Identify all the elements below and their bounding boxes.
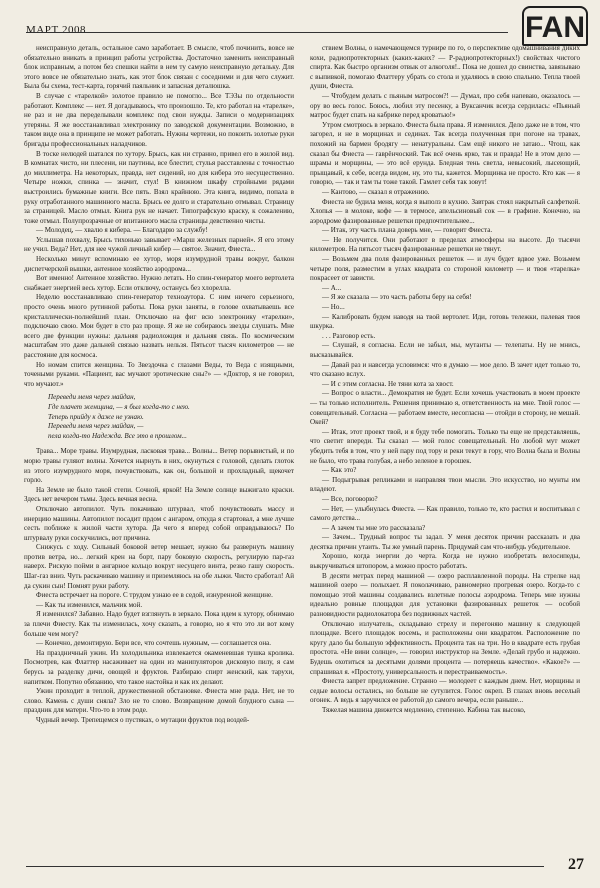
paragraph: — Я же сказала — это часть работы беру на себя! xyxy=(322,293,472,302)
paragraph: — Итак, этот проект твой, и я буду тебе помогать. Только ты еще не представляешь, что светит впереди. Ты сказал — мой голос совещательный. Но любой мут может убедить тебя в том, что у ней пару под тору и реки текут в гору, что Волна была и Волны не было, что трава голубая, а небо зеленое в горошек. xyxy=(310,427,580,465)
paragraph: Снижусь с ходу. Сильный боковой ветер мешает, нужно бы развернуть машину против ветра, но... легкий крен на борт, пару боковую скорость, регулирую пар-газ наверх. Рискую пойми в ангарное кольцо вокруг несущего винта, резко гашу скорость. Шаг-газ вниз. Чуть раскачиваю машину и приземляюсь на обе лыжи. Чисто сработал! Ай да сукин сын! Помнят руки работу. xyxy=(24,543,294,590)
text-column-left xyxy=(24,44,294,834)
paragraph: Несколько минут вспоминаю ее хутор, моря изумрудной травы вокруг, балкон диспетчерской вышки, антенное хозяйство аэродрома... xyxy=(24,255,294,273)
paragraph: Услышав похвалу, Брысь тихонько завывает «Марш железных парней». Я его этому не учил. Веда? Нет, для нее чужой личный кибер — святое. Значит, Фиеста... xyxy=(24,235,294,254)
poem-line: Где плачет женщина, — я был когда-то с нею. xyxy=(48,402,190,411)
paragraph: Чудный вечер. Трепещемся о пустяках, о мутации фруктов под воздей- xyxy=(36,715,250,724)
paragraph: — Но... xyxy=(322,303,345,312)
paragraph: — Все, поговорю? xyxy=(322,494,378,503)
paragraph: — Нет, — улыбнулась Фиеста. — Как правило, только те, кто растил и воспитывал с самого детства... xyxy=(310,504,580,523)
paragraph: На Земле не было такой степи. Сочной, яркой! На Земле солнце выжигало краски. Здесь нет вечером тьмы. Здесь вечная весна. xyxy=(24,485,294,504)
paragraph: Отключаю излучатель, складываю стрелу и перегоняю машину к следующей площадке. Всего площадок восемь, и расположены они квадратом. Расположение по кругу дало бы большую эффективность. Процента так на три. Но в квадрате есть грубая простота. «Не вини солнце», — говорил инструктор на Земле. «Делай грубо и надежно. Будешь охотиться за десятыми долями процента — потеряешь качество». «Какое?» — спрашивал я. «Простоту, универсальность и перестраиваемость». xyxy=(310,619,580,676)
page-number: 27 xyxy=(568,856,584,873)
paragraph: . . . Разговор есть. xyxy=(322,331,376,340)
paragraph: — Зачем... Трудный вопрос ты задал. У меня десяток причин рассказать и два десятка причин утаить. Ты же умный парень. Придумай сам что-нибудь убедительное. xyxy=(310,533,580,551)
paragraph: Фиеста не будила меня, когда я выполз в кухню. Завтрак стоял накрытый салфеткой. Хлопья — в молоке, кофе — в термосе, апельсиновый сок — в графине. Конечно, на аэродроме фазированные решетки предпочтительнее... xyxy=(310,197,580,225)
paragraph: Фиеста встречает на пороге. С трудом узнаю ее в седой, изнуренной женщине. xyxy=(36,591,273,600)
poem-quote xyxy=(48,393,294,441)
paragraph: — Возьмем два поля фазированных решеток — и луч будет вдвое уже. Возьмем четыре поля, разместим в углах квадрата со стороной километр — и твоя «тарелка» покрасеет от зависти. xyxy=(310,255,580,283)
page-footer xyxy=(26,858,584,878)
poem-line: Переведи меня через майдан, — xyxy=(48,422,144,431)
issue-date: МАРТ 2008 xyxy=(26,24,86,36)
poem-line: Теперь прийду к даже не узнаю. xyxy=(48,412,144,421)
paragraph: — Давай раз и навсегда условимся: что я думаю — мое дело. В зачет идет только то, что сказано вслух. xyxy=(310,360,580,379)
paragraph: неисправную деталь, остальное само заработает. В смысле, чтоб починить, вовсе не обязательно вникать в принцип работы устройства. Достаточно заменить неисправный блок исправным, а потом без спешки найти в нем ту самую неисправную детальку. Для этого вовсе не обязательно знать, как этот блок связан с соседними и для чего служит. Была бы схема, тест-карта, горячий паяльник и запасная деталюшка. xyxy=(24,44,294,91)
paragraph: Трава... Море травы. Изумрудная, ласковая трава... Волны... Ветер порывистый, и по морю травы гуляют волны. Хочется нырнуть в них, окунуться с головой, сделать глоток из этого изумрудного моря, почувствовать, как он, большой и прохладный, щекочет горло. xyxy=(24,447,294,485)
paragraph: Тяжелая машина движется медленно, степенно. Кабина так высоко, xyxy=(322,705,526,714)
paragraph: — А зачем ты мне это рассказала? xyxy=(322,523,426,532)
paragraph: ствием Волны, о намечающемся турнире по го, о перспективе одомашнивания диких кохи, радиопротекторных (каких-каких? — Р-радиопротекторных!) свойствах чистого спирта. Как быстро организм отвык от алкоголя!.. Пока не дошел до свинства, завязываю с выпивкой, помогаю Флаттеру убрать со стола и удаляюсь в свою спальню. Тепла твоей души, Фиеста. xyxy=(310,44,580,91)
paragraph: Но номам спится женщина. То Звездочка с глазами Веды, то Веда с изящными, точеными руками. «Пациент, вас мучают эротические сны?» — «Доктор, я не говорил, что мучают.» xyxy=(24,360,294,388)
paragraph: — Кантово, — сказал я отражению. xyxy=(322,187,430,196)
paragraph: В десяти метрах перед машиной — озеро расплавленной породы. На стрелке над машиной озеро — полыхает. Я поколачиваю, равномерно прогревая озеро. Когда-то с помощью этой машины создавались взлетные полосы аэродрома. Теперь мне нужны идеально ровные площадки для установки фазированных решеток — особой разновидности радиолокатора без подвижных частей. xyxy=(310,571,580,619)
paragraph: — Конечно, демонтирую. Бери все, что сочтешь нужным, — соглашается она. xyxy=(36,639,272,648)
paragraph: — Слушай, я согласна. Если не забыл, мы, мутанты — телепаты. Ну не мнись, высказывайся. xyxy=(310,341,580,359)
poem-line: Переведи меня через майдан, xyxy=(48,393,136,402)
paragraph: На праздничный ужин. Из холодильника извлекается окаменевшая тушка кролика. Посмотрев, как Флаттер насаживает на один из манипуляторов дисковую пилу, я сам берусь за разделку дичи, овощей и фруктов. Разбираю спирт женский, как тарухи, напитком. Попутно обязанию, что такое настойка и как их делают. xyxy=(24,648,294,686)
paragraph: В тоске нелюдей шатался по хутору. Брысь, как ни странно, привел его в жилой вид. В комнатах чисто, ни плесени, ни паутины, все блестит, стулья расставлены с точностью до миллиметра. На некоторых, правда, нет сидений, но для кибера это несущественно. Четыре ножки, спинка — значит, стул! В книжном шкафу стройными рядами выстроились бумажные книги. Все пять. Взял крайнюю. Эта книга, видимо, попала в руку отработанного машинного масла. Брысь ее долго и старательно отмывал. Страницу за страницей. Масло отмыл. Книга рук не начает. Типографскую краску, к сожалению, тоже отмыл. Полупрозрачные от впитанного масла страницы девственно чисты. xyxy=(24,149,294,225)
paragraph: — Молодец, — хвалю я кибера. — Благодарю за службу! xyxy=(36,226,208,235)
paragraph: — Итак, эту часть плана доверь мне, — говорит Фиеста. xyxy=(322,226,493,235)
paragraph: — Калибровать будем наводя на твой вертолет. Иди, готовь тележки, палевая твоя шкурка. xyxy=(310,312,580,331)
magazine-logo: FAN xyxy=(522,6,588,46)
article-body xyxy=(24,44,580,834)
paragraph: — Не получится. Они работают в пределах атмосферы на высоте. До тысячи километров. На пятьсот тысяч фазированные решетки не тянут. xyxy=(310,235,580,254)
header-rule xyxy=(26,32,508,33)
paragraph: Отключаю автопилот. Чуть покачиваю штурвал, чтоб почувствовать массу и инерцию машины. Автопилот посадит прдом с ангаром, откуда я стартовал, а мне лучше сесть поближе к жилой части хутора. Да чего я вперед собой оправдываюсь? По штурвалу руки соскучились, вот причина. xyxy=(24,504,294,542)
footer-rule xyxy=(26,866,544,867)
paragraph: — Как ты изменился, мальчик мой. xyxy=(36,600,143,609)
poem-line: пела когда-то Надежда. Все это в прошлом... xyxy=(48,431,187,440)
paragraph: Я изменился? Забавно. Надо будет взглянуть в зеркало. Пока идем к хутору, обнимаю за плечи Фиесту. Как ты изменилась, хочу сказать, а говорю, но я что это ли вот кому больше чем могу? xyxy=(24,610,294,638)
paragraph: — А... xyxy=(322,283,342,292)
paragraph: — Вопрос о власти... Демократия не будет. Если хочешь участвовать в моем проекте — ты только исполнитель. Решения принимаю я, ответственность на мне. Твой голос — совещательный. Согласна — работаем вместе, несогласна — отойди в сторону, не мешай. Окей? xyxy=(310,389,580,427)
paragraph: — Чтобудем делать с пьяным матросом?! — Думал, про себя напеваю, оказалось — ору во весь голос. Боюсь, любил эту песенку, а Вуксанчик всегда сердилась: «Пьяный матрос будет спать на кабрике перед кроватью!» xyxy=(310,91,580,120)
paragraph: В случае с «тарелкой» золотое правило не помогло... Все ТЭЗы по отдельности работают. Комплекс — нет. Я догадываюсь, что произошло. Те, кто работал на «тарелке», не раз и не два переделывали комплекс под свои нужды. Записи о модернизациях утеряны. Я же восстанавливал электронику по заводской документации. Возможно, в таком виде она в принципе не может работать. Нужны чертежи, но покоить золотые руки бригады профессиональных наладчиков. xyxy=(24,91,294,148)
paragraph: Вот именно! Антенное хозяйство. Нужно летать. Но спин-генератор моего вертолета снабжает энергией весь хутор. Если отключу, останусь без хлорелла. xyxy=(24,274,294,292)
paragraph: Утром смотрюсь в зеркало. Фиеста была права. Я изменился. Дело даже не в том, что загорел, и не в морщинах и сединах. Так всегда полученная при погоне на травах, похожий на бармен бродягу — ненатуральны. Сам ещё никого не затаю... Чтош, как сказал бы Фиеста — гаврёнчоский. Так всё очень ярко, так и правда! Не в этом дело — шрамы и морщины, — это всё ерунда. Бледная тень светла, невысокий, лысеющий, прыщавый, к себе, всегда видом, ну, это ты, кажется. Морщинка не просто. Кто как — я говорю, — так и там ты тоже такой. Гамлет себя так зовут! xyxy=(310,120,580,187)
paragraph: Фиеста запрет предложение. Странно — молодеет с каждым днем. Нет, морщины и седые волосы остались, но больше не сутулится. Голос окреп. В глазах вновь веселый огонек. А ведь я заручился ее работой до самого вечера, если раньше... xyxy=(310,677,580,705)
paragraph: Неделю восстанавливаю спин-генератор техноаутора. С ним ничего серьезного, просто очень много рутинной работы. Пока руки заняты, в голове охватываешь все кристаллически-полнейший план. Отключаю на фиг всю электронику «тарелки», подключаю свою. Мои будет в сто раз проще. Я же не собираюсь звезды слушать. Мне всего две функции нужны: дальняя радиоложция и дальняя связь. По космическим масштабам это даже дальней связью назвать нельзя. Пятьсот тысяч километров — не расстояние для космоса. xyxy=(24,293,294,359)
paragraph: — Как это? xyxy=(322,466,357,475)
paragraph: — И с этим согласна. Не тяни кота за хвост. xyxy=(322,379,454,388)
paragraph: — Подыгрывая репликами и направляя твои мысли. Это искусство, но мунты им владеют. xyxy=(310,475,580,494)
paragraph: Хорошо, когда энергии до черта. Когда не нужно изобретать велосипеды, выкручиваться штопором, а можно просто работать. xyxy=(310,552,580,571)
paragraph: Ужин проходит в теплой, дружественной обстановке. Фиеста мне рада. Нет, не то слово. Камень с души сняла? Зло не то слово. Возвращение домой блудного сына — праздник для матери. Что-то в этом роде. xyxy=(24,687,294,715)
text-column-right xyxy=(310,44,580,834)
